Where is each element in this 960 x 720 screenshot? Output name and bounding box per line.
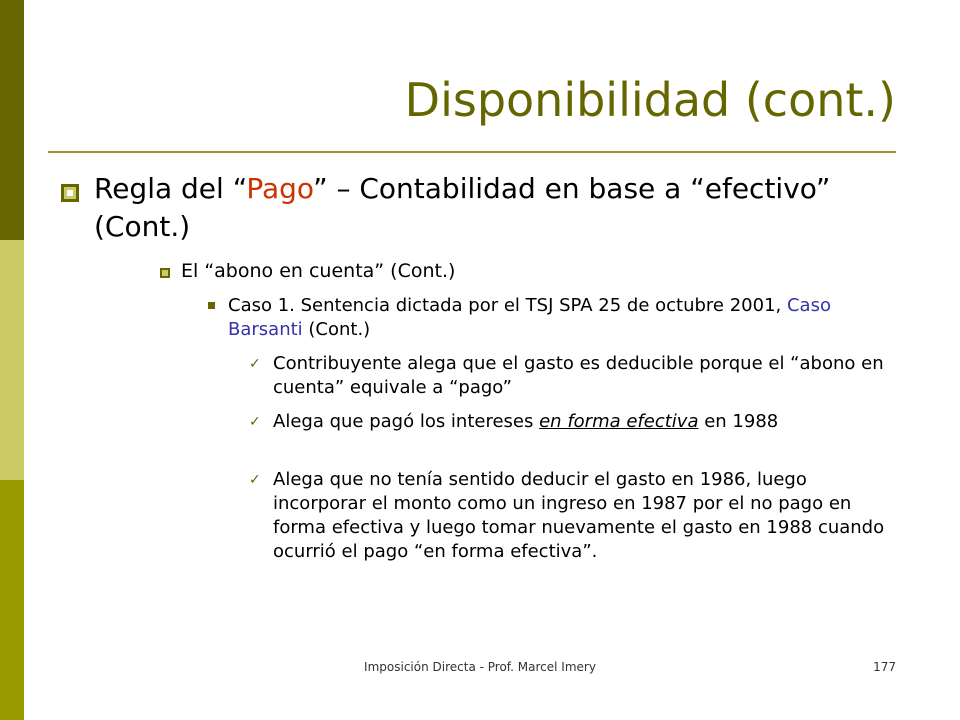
bullet-level1-highlight: Pago xyxy=(246,172,314,205)
page-number: 177 xyxy=(873,660,896,674)
bullet-level4-text: Alega que no tenía sentido deducir el gasto en 1986, luego incorporar el monto como un ingreso en 1987 por el no pago en forma efectiva y luego tomar nuevamente el gasto en 1988 cuando ocurrió el pago “en forma efectiva”. xyxy=(273,469,885,562)
footer-text: Imposición Directa - Prof. Marcel Imery xyxy=(364,660,596,674)
bullet-level4-pre: Alega que pagó los intereses xyxy=(273,411,540,432)
bullet-level1-pre: Regla del “ xyxy=(94,172,247,205)
bullet-level2 xyxy=(181,258,881,284)
filled-square-bullet-icon xyxy=(208,302,215,309)
bullet-level3-highlight: Caso Barsanti xyxy=(228,295,831,340)
bullet-level3-post: (Cont.) xyxy=(302,319,371,340)
bullet-level4-post: en 1988 xyxy=(698,411,779,432)
bullet-level3 xyxy=(228,294,908,342)
bullet-level4-emphasis: en forma efectiva xyxy=(539,411,699,432)
bullet-level2-text: El “abono en cuenta” (Cont.) xyxy=(181,260,456,282)
bullet-level1 xyxy=(94,170,894,246)
small-square-bullet-icon xyxy=(160,268,170,278)
checkmark-icon: ✓ xyxy=(249,356,261,372)
bullet-level4-text: Contribuyente alega que el gasto es deducible porque el “abono en cuenta” equivale a “pago” xyxy=(273,353,884,398)
checkmark-icon: ✓ xyxy=(249,472,261,488)
bullet-level1-post: ” – Contabilidad en base a “efectivo” (Cont.) xyxy=(94,172,831,243)
bullet-level3-pre: Caso 1. Sentencia dictada por el TSJ SPA 25 de octubre 2001, xyxy=(228,295,787,316)
bullet-level4-item xyxy=(249,352,893,400)
square-bullet-icon xyxy=(61,184,79,202)
checkmark-icon: ✓ xyxy=(249,414,261,430)
bullet-level4-item xyxy=(249,468,893,564)
slide-title: Disponibilidad (cont.) xyxy=(404,73,896,127)
bullet-level4-item xyxy=(249,410,893,434)
